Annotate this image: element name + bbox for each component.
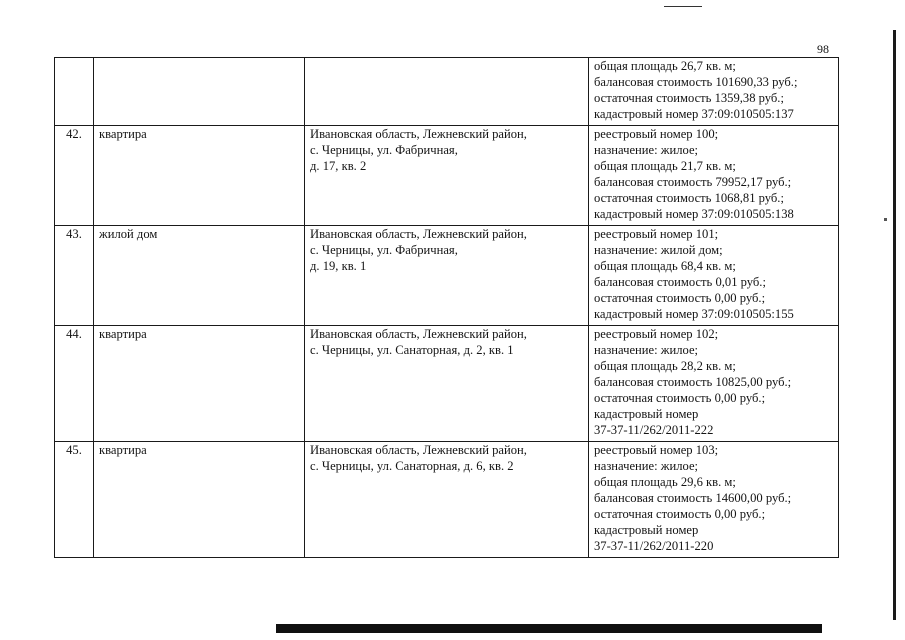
property-address xyxy=(305,442,589,558)
detail-line: назначение: жилое; xyxy=(594,143,699,157)
address-line: д. 17, кв. 2 xyxy=(310,159,367,173)
detail-line: 37-37-11/262/2011-220 xyxy=(594,539,714,553)
detail-line: остаточная стоимость 0,00 руб.; xyxy=(594,507,766,521)
detail-line: балансовая стоимость 0,01 руб.; xyxy=(594,275,766,289)
detail-line: общая площадь 26,7 кв. м; xyxy=(594,59,736,73)
property-type xyxy=(94,58,305,126)
address-line: с. Черницы, ул. Санаторная, д. 6, кв. 2 xyxy=(310,459,514,473)
row-number: 45. xyxy=(55,442,94,558)
detail-line: балансовая стоимость 10825,00 руб.; xyxy=(594,375,792,389)
detail-line: остаточная стоимость 0,00 руб.; xyxy=(594,291,766,305)
detail-line: назначение: жилой дом; xyxy=(594,243,723,257)
detail-line: общая площадь 68,4 кв. м; xyxy=(594,259,736,273)
address-line: с. Черницы, ул. Фабричная, xyxy=(310,143,458,157)
property-address xyxy=(305,126,589,226)
page-number: 98 xyxy=(817,42,829,56)
address-line: с. Черницы, ул. Фабричная, xyxy=(310,243,458,257)
table-row xyxy=(55,58,839,126)
scan-artifact-top xyxy=(664,6,702,7)
detail-line: реестровый номер 100; xyxy=(594,127,719,141)
property-type: квартира xyxy=(94,442,305,558)
property-details xyxy=(589,126,839,226)
scan-bottom-bar xyxy=(276,624,822,633)
detail-line: 37-37-11/262/2011-222 xyxy=(594,423,714,437)
detail-line: балансовая стоимость 101690,33 руб.; xyxy=(594,75,798,89)
detail-line: назначение: жилое; xyxy=(594,343,699,357)
address-line: Ивановская область, Лежневский район, xyxy=(310,443,527,457)
scan-dot xyxy=(884,218,887,221)
detail-line: кадастровый номер 37:09:010505:155 xyxy=(594,307,794,321)
table-row xyxy=(55,326,839,442)
detail-line: реестровый номер 103; xyxy=(594,443,719,457)
detail-line: кадастровый номер xyxy=(594,523,699,537)
scan-edge-line xyxy=(893,30,896,620)
table-row xyxy=(55,126,839,226)
row-number xyxy=(55,58,94,126)
detail-line: кадастровый номер xyxy=(594,407,699,421)
row-number: 44. xyxy=(55,326,94,442)
detail-line: назначение: жилое; xyxy=(594,459,699,473)
property-type: квартира xyxy=(94,326,305,442)
detail-line: остаточная стоимость 1359,38 руб.; xyxy=(594,91,784,105)
address-line: д. 19, кв. 1 xyxy=(310,259,367,273)
detail-line: кадастровый номер 37:09:010505:138 xyxy=(594,207,794,221)
row-number: 42. xyxy=(55,126,94,226)
address-line: Ивановская область, Лежневский район, xyxy=(310,127,527,141)
property-details xyxy=(589,58,839,126)
property-registry-table xyxy=(54,57,839,558)
property-details xyxy=(589,326,839,442)
address-line: с. Черницы, ул. Санаторная, д. 2, кв. 1 xyxy=(310,343,514,357)
detail-line: балансовая стоимость 14600,00 руб.; xyxy=(594,491,792,505)
property-details xyxy=(589,442,839,558)
table-row xyxy=(55,226,839,326)
address-line: Ивановская область, Лежневский район, xyxy=(310,227,527,241)
detail-line: остаточная стоимость 1068,81 руб.; xyxy=(594,191,784,205)
property-details xyxy=(589,226,839,326)
detail-line: реестровый номер 101; xyxy=(594,227,719,241)
detail-line: общая площадь 28,2 кв. м; xyxy=(594,359,736,373)
detail-line: балансовая стоимость 79952,17 руб.; xyxy=(594,175,792,189)
property-address xyxy=(305,58,589,126)
property-type: жилой дом xyxy=(94,226,305,326)
detail-line: общая площадь 21,7 кв. м; xyxy=(594,159,736,173)
address-line: Ивановская область, Лежневский район, xyxy=(310,327,527,341)
detail-line: остаточная стоимость 0,00 руб.; xyxy=(594,391,766,405)
property-type: квартира xyxy=(94,126,305,226)
property-address xyxy=(305,226,589,326)
row-number: 43. xyxy=(55,226,94,326)
table-row xyxy=(55,442,839,558)
detail-line: реестровый номер 102; xyxy=(594,327,719,341)
property-address xyxy=(305,326,589,442)
detail-line: общая площадь 29,6 кв. м; xyxy=(594,475,736,489)
detail-line: кадастровый номер 37:09:010505:137 xyxy=(594,107,794,121)
